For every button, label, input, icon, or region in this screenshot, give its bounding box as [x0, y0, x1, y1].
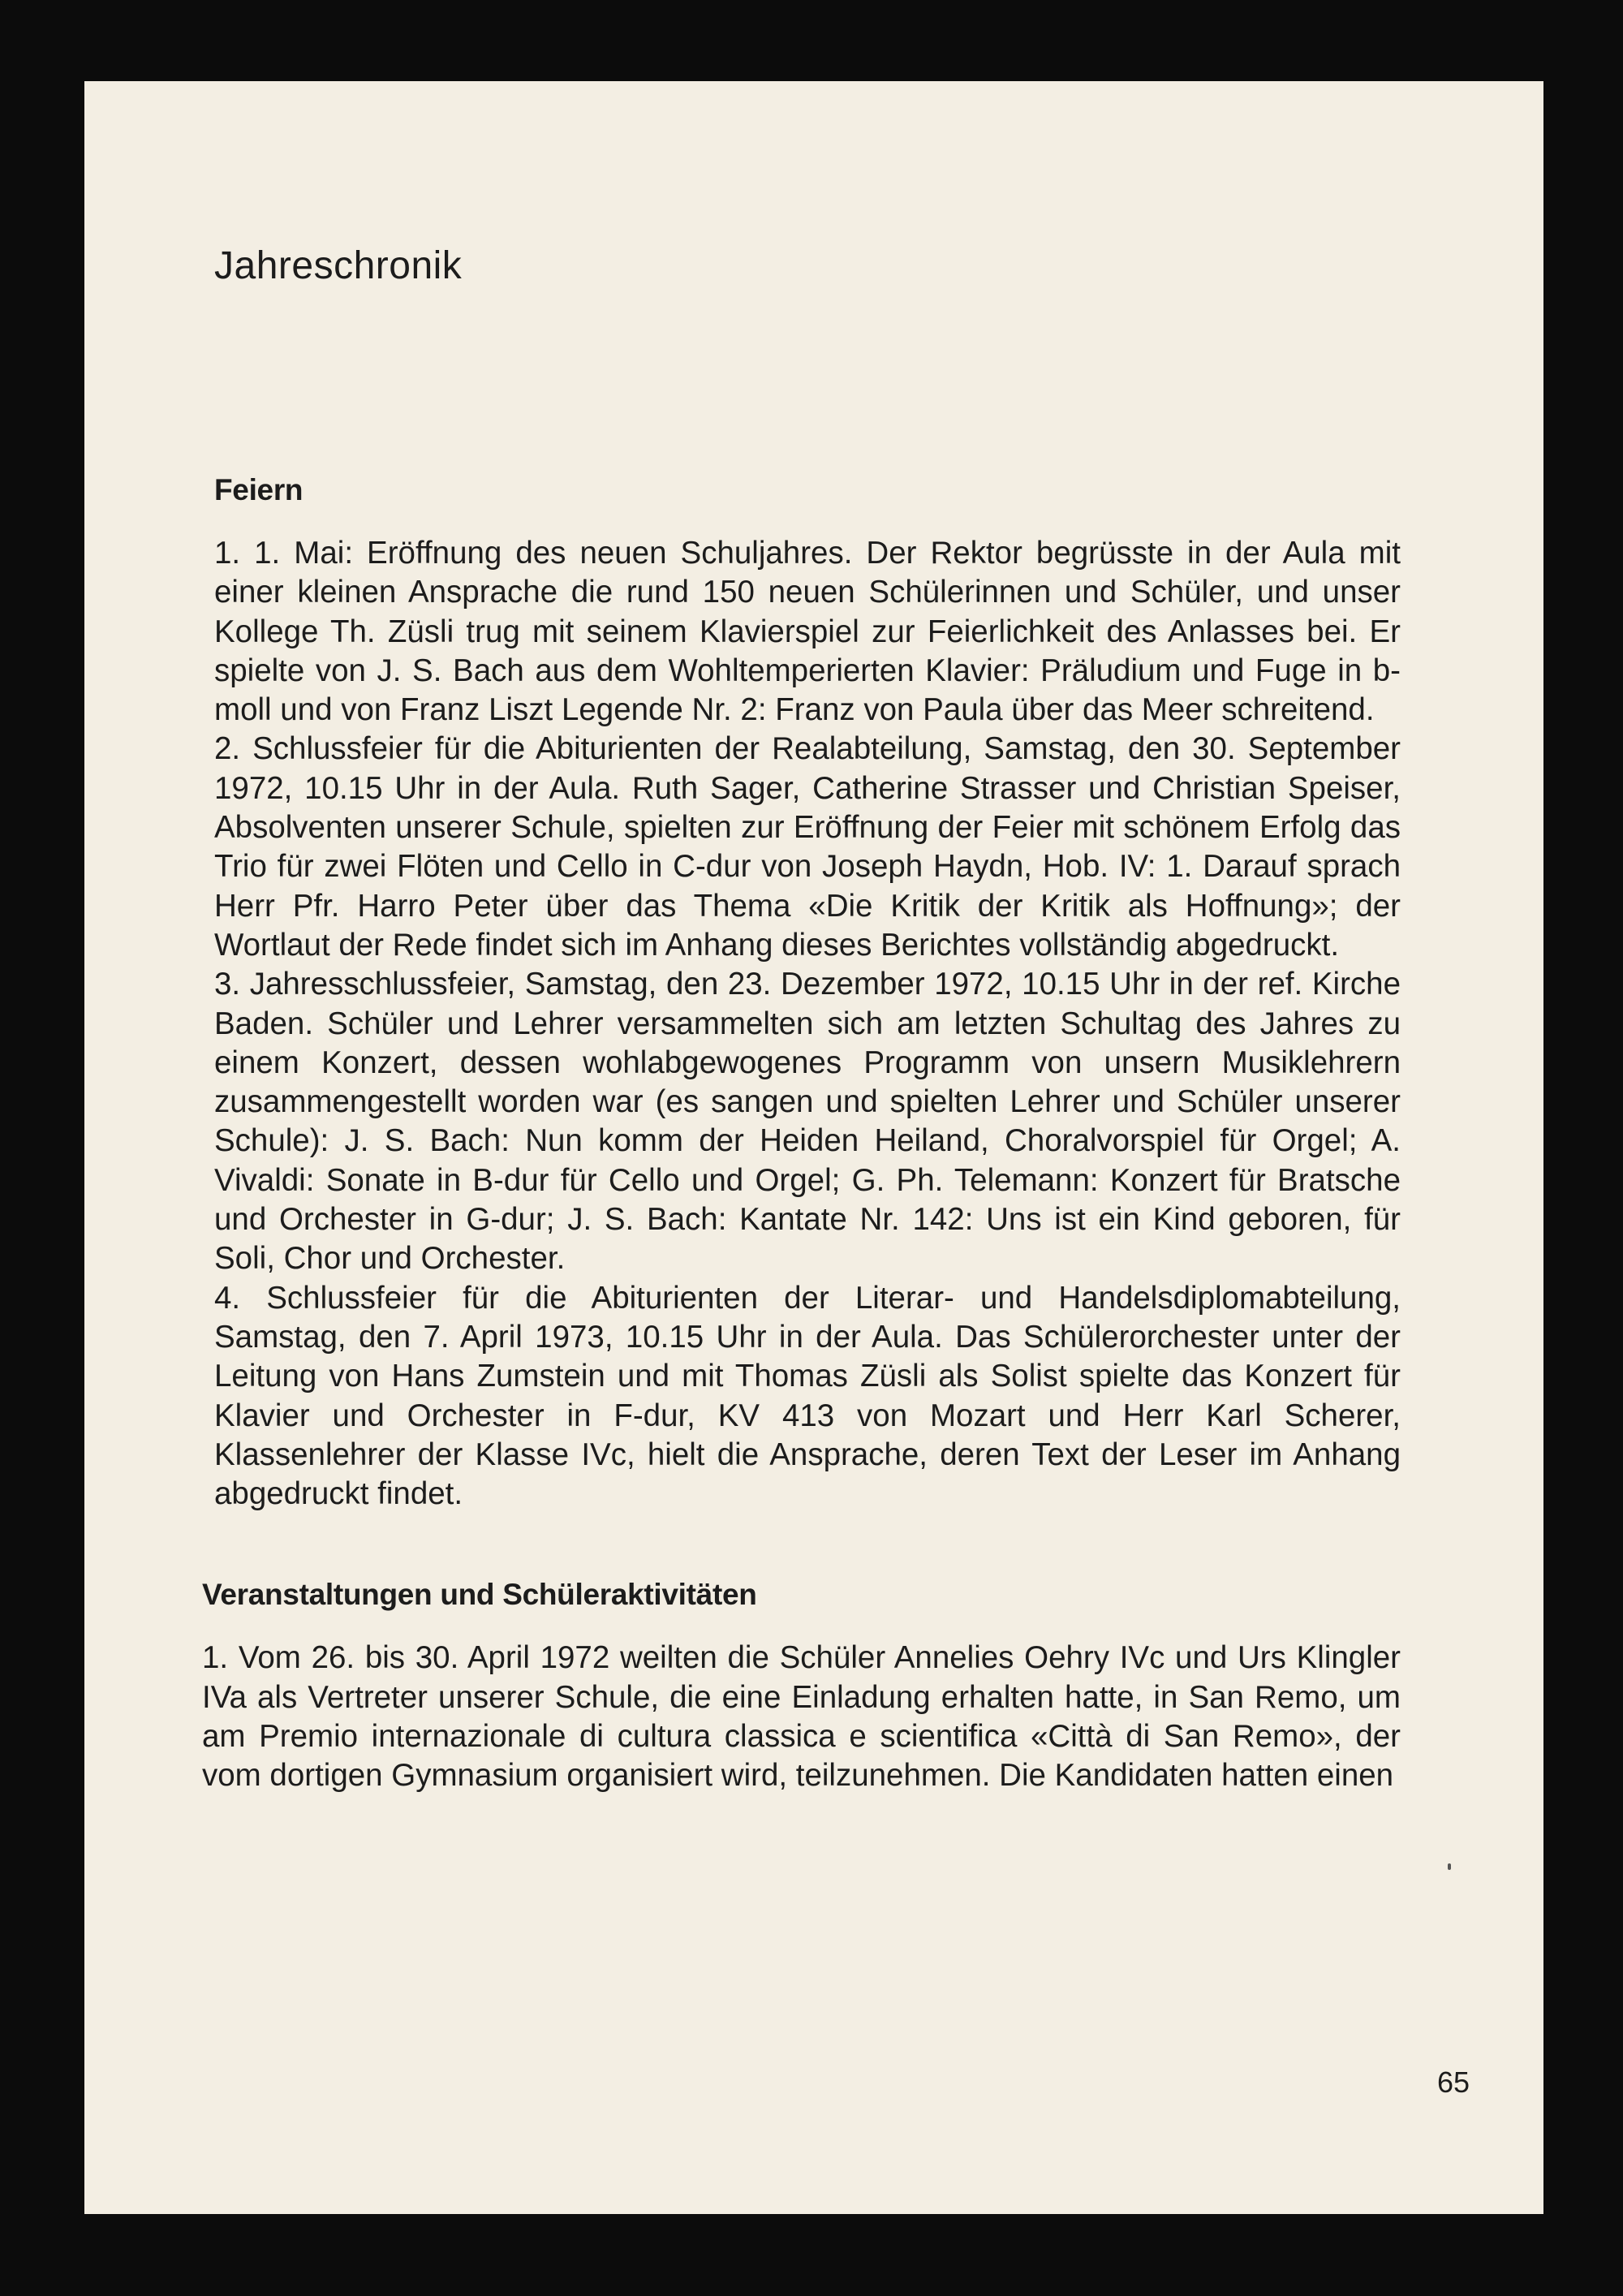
section-body-veranstaltungen	[202, 1639, 1401, 1795]
page-content	[202, 242, 1401, 1796]
section-body-feiern	[214, 534, 1401, 1514]
paragraph: 4. Schlussfeier für die Abiturienten der Literar- und Handelsdiplomabteilung, Samstag, den 7. April 1973, 10.15 Uhr in der Aula. Das Schülerorchester unter der Leitung von Hans Zumstein und mit Thomas Züsli als Solist spielte das Konzert für Klavier und Orchester in F-dur, KV 413 von Mozart und Herr Karl Scherer, Klassenlehrer der Klasse IVc, hielt die Ansprache, deren Text der Leser im Anhang abgedruckt findet.	[214, 1280, 1401, 1512]
scan-speck	[1448, 1863, 1451, 1870]
page-number: 65	[1436, 2066, 1470, 2099]
paragraph: 1. Vom 26. bis 30. April 1972 weilten die Schüler Annelies Oehry IVc und Urs Klingler IVa als Vertreter unserer Schule, die eine Einladung erhalten hatte, in San Remo, um am Premio internazionale di cultura classica e scientifica «Città di San Remo», der vom dortigen Gymnasium organisiert wird, teilzunehmen. Die Kandidaten hatten einen	[202, 1640, 1401, 1794]
paragraph: 1. 1. Mai: Eröffnung des neuen Schuljahres. Der Rektor begrüsste in der Aula mit einer kleinen Ansprache die rund 150 neuen Schülerinnen und Schüler, und unser Kollege Th. Züsli trug mit seinem Klavierspiel zur Feierlichkeit des Anlasses bei. Er spielte von J. S. Bach aus dem Wohltemperierten Klavier: Präludium und Fuge in b-moll und von Franz Liszt Legende Nr. 2: Franz von Paula über das Meer schreitend.	[214, 536, 1401, 728]
paragraph: 3. Jahresschlussfeier, Samstag, den 23. Dezember 1972, 10.15 Uhr in der ref. Kirche Baden. Schüler und Lehrer versammelten sich am letzten Schultag des Jahres zu einem Konzert, dessen wohlabgewogenes Programm von unsern Musiklehrern zusammengestellt worden war (es sangen und spielten Lehrer und Schüler unserer Schule): J. S. Bach: Nun komm der Heiden Heiland, Choralvorspiel für Orgel; A. Vivaldi: Sonate in B-dur für Cello und Orgel; G. Ph. Telemann: Konzert für Bratsche und Orchester in G-dur; J. S. Bach: Kantate Nr. 142: Uns ist ein Kind geboren, für Soli, Chor und Orchester.	[214, 967, 1401, 1277]
paragraph: 2. Schlussfeier für die Abiturienten der Realabteilung, Samstag, den 30. September 1972, 10.15 Uhr in der Aula. Ruth Sager, Catherine Strasser und Christian Speiser, Absolventen unserer Schule, spielten zur Eröffnung der Feier mit schönem Erfolg das Trio für zwei Flöten und Cello in C-dur von Joseph Haydn, Hob. IV: 1. Darauf sprach Herr Pfr. Harro Peter über das Thema «Die Kritik der Kritik als Hoffnung»; der Wortlaut der Rede findet sich im Anhang dieses Berichtes vollständig abgedruckt.	[214, 731, 1401, 963]
section-heading-veranstaltungen: Veranstaltungen und Schüleraktivitäten	[202, 1578, 757, 1612]
page-title: Jahreschronik	[214, 244, 463, 287]
section-heading-feiern: Feiern	[214, 473, 304, 506]
